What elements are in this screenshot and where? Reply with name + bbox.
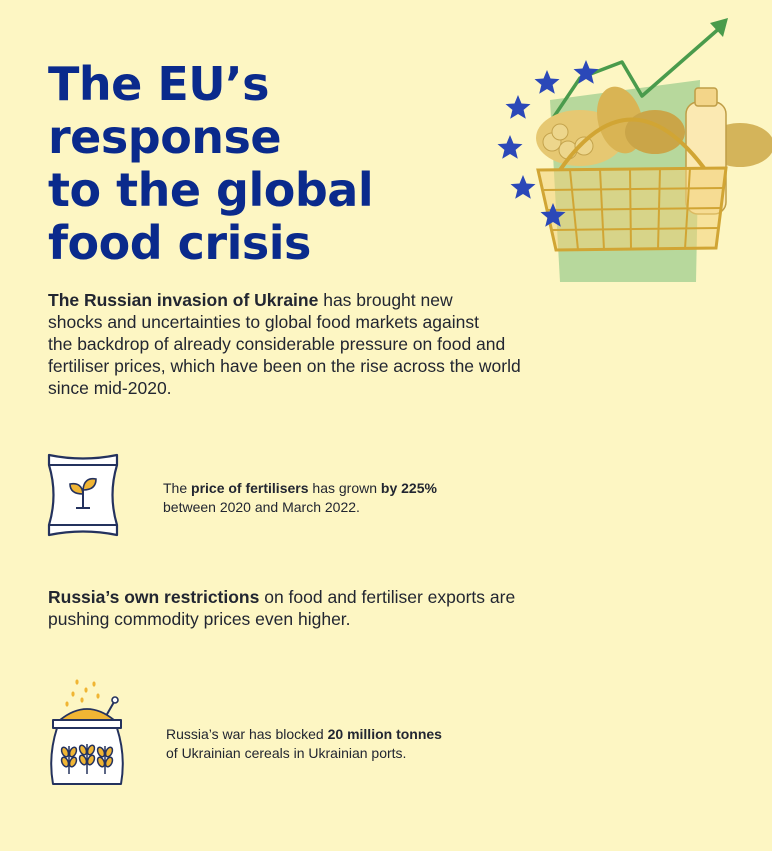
restrictions-paragraph	[48, 586, 548, 630]
page-title	[48, 58, 508, 270]
intro-line-5: since mid-2020.	[48, 378, 172, 398]
intro-paragraph	[48, 289, 548, 399]
intro-bold: The Russian invasion of Ukraine	[48, 290, 319, 310]
cereals-fact-line-1	[166, 725, 496, 744]
grain-sack-icon	[46, 676, 128, 788]
fertiliser-fact-middle: has grown	[308, 480, 381, 496]
fertiliser-bag-icon	[46, 452, 120, 538]
restrictions-line-2: pushing commodity prices even higher.	[48, 609, 351, 629]
shopping-basket-illustration	[490, 10, 772, 290]
cereals-fact-bold: 20 million tonnes	[327, 726, 442, 742]
restrictions-bold: Russia’s own restrictions	[48, 587, 260, 607]
cereals-fact-line-2: of Ukrainian cereals in Ukrainian ports.	[166, 745, 407, 761]
cereals-blocked-fact	[166, 725, 496, 763]
restrictions-line-1	[48, 586, 548, 608]
title-line-2: to the global	[48, 163, 374, 217]
title-line-1: The EU’s response	[48, 57, 282, 164]
intro-line-4: fertiliser prices, which have been on the rise across the world	[48, 356, 521, 376]
fertiliser-fact-prefix: The	[163, 480, 192, 496]
title-line-3: food crisis	[48, 216, 311, 270]
fertiliser-fact-bold-2: by 225%	[380, 480, 437, 496]
intro-line-1	[48, 289, 548, 311]
fertiliser-fact-line-2: between 2020 and March 2022.	[163, 499, 360, 515]
restrictions-line-1-rest: on food and fertiliser exports are	[259, 587, 516, 607]
intro-line-2: shocks and uncertainties to global food markets against	[48, 312, 479, 332]
cereals-fact-prefix: Russia’s war has blocked	[166, 726, 328, 742]
intro-line-1-rest: has brought new	[318, 290, 453, 310]
intro-line-3: the backdrop of already considerable pressure on food and	[48, 334, 506, 354]
fertiliser-fact-bold-1: price of fertilisers	[191, 480, 309, 496]
fertiliser-fact-line-1	[163, 479, 493, 498]
fertiliser-price-fact	[163, 479, 493, 517]
